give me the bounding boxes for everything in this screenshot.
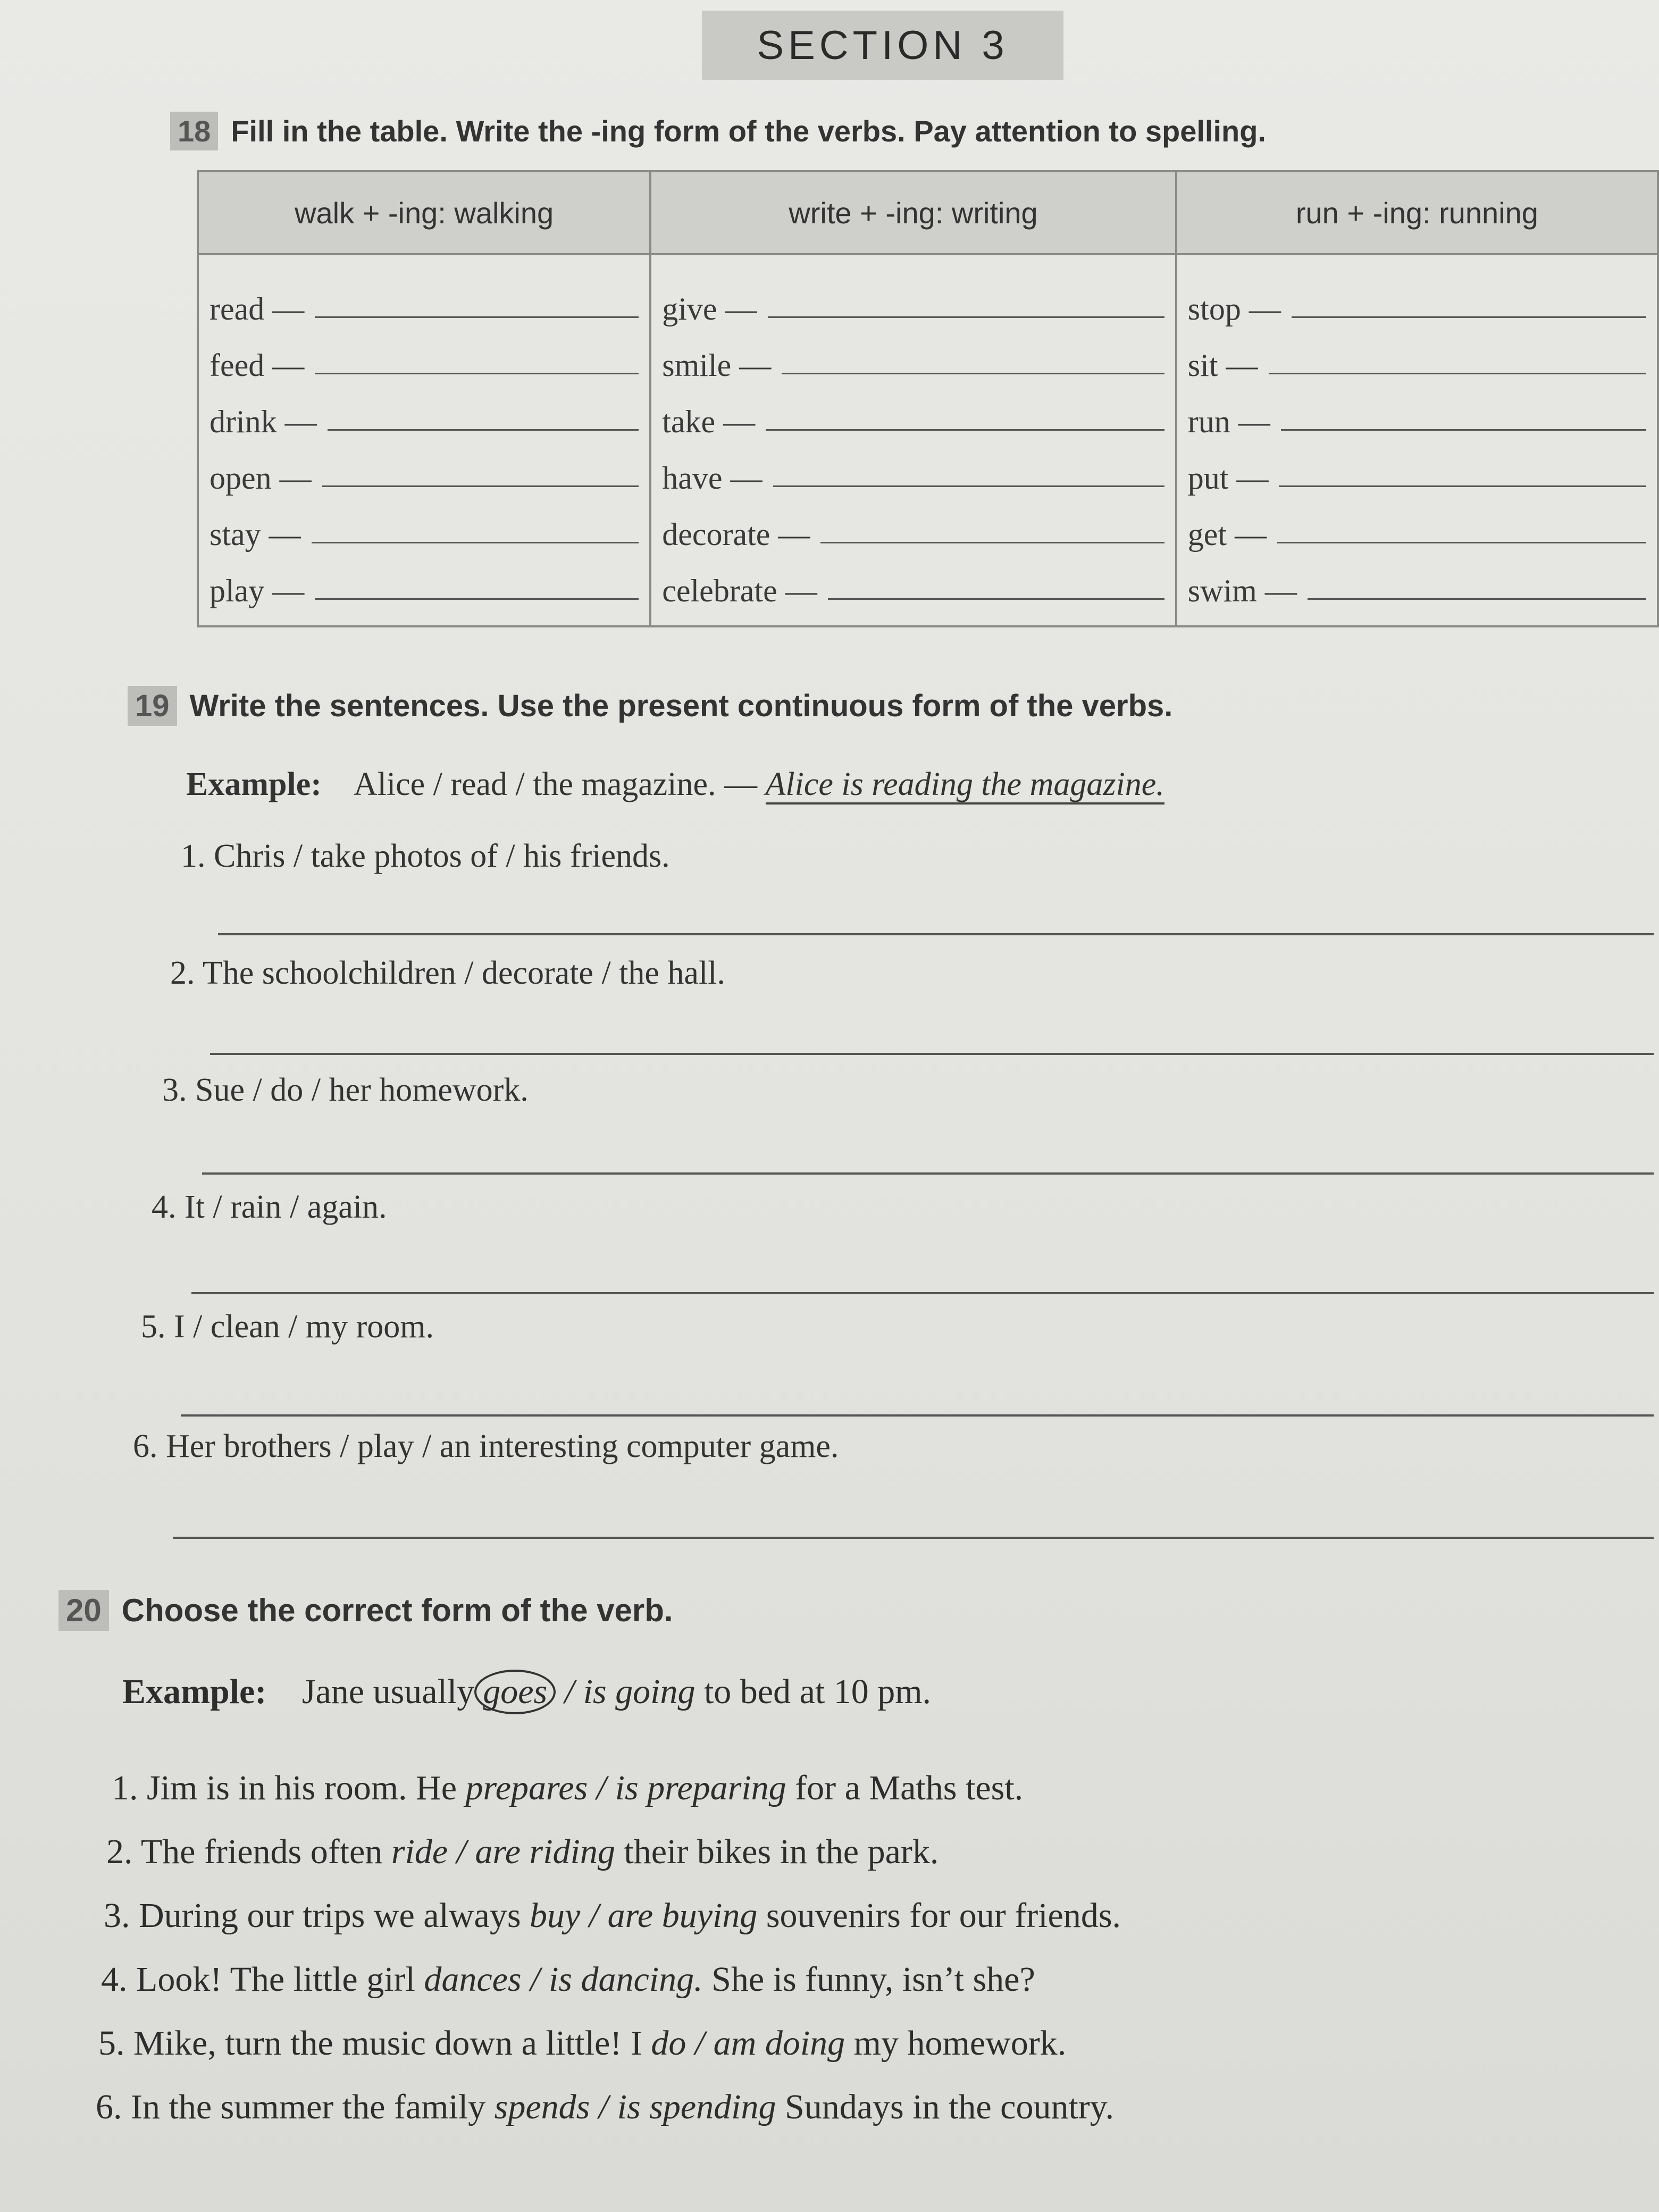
- answer-blank[interactable]: [315, 316, 639, 318]
- exercise-instruction: Write the sentences. Use the present continuous form of the verbs.: [189, 689, 1173, 723]
- answer-blank[interactable]: [1308, 598, 1646, 600]
- table-column: [650, 254, 1176, 626]
- answer-blank[interactable]: [322, 485, 639, 487]
- sentence-prompt: 5. I / clean / my room.: [141, 1309, 434, 1345]
- exercise-instruction: Choose the correct form of the verb.: [121, 1593, 673, 1628]
- verb-label: play —: [210, 573, 305, 608]
- table-header: walk + -ing: walking: [198, 171, 650, 254]
- answer-blank[interactable]: [828, 598, 1164, 600]
- table-item[interactable]: [1188, 553, 1646, 609]
- table-item[interactable]: [210, 328, 639, 384]
- sentence-text: The friends often: [140, 1832, 383, 1871]
- example-option: / is going: [564, 1672, 696, 1711]
- table-item[interactable]: [662, 440, 1164, 497]
- verb-label: have —: [662, 460, 763, 496]
- example-text: to bed at 10 pm.: [703, 1672, 932, 1711]
- verb-label: swim —: [1187, 573, 1297, 608]
- exercise-20-example: [122, 1670, 931, 1714]
- answer-line[interactable]: [218, 933, 1654, 935]
- verb-label: stop —: [1187, 291, 1281, 326]
- exercise-18-heading: [170, 112, 1266, 150]
- table-header: write + -ing: writing: [650, 171, 1176, 254]
- answer-line[interactable]: [181, 1414, 1654, 1417]
- example-prompt: Alice / read / the magazine. —: [353, 766, 758, 802]
- verb-label: read —: [210, 291, 305, 326]
- item-number: 3.: [104, 1896, 130, 1935]
- option-b[interactable]: is dancing.: [548, 1960, 703, 1999]
- choice-sentence: [106, 1832, 939, 1872]
- exercise-number: 20: [58, 1590, 109, 1631]
- exercise-number: 19: [128, 686, 177, 726]
- option-separator: /: [530, 1960, 540, 1999]
- sentence-text: Jim is in his room. He: [147, 1769, 457, 1807]
- option-separator: /: [596, 1769, 607, 1807]
- table-item[interactable]: [210, 440, 639, 497]
- answer-blank[interactable]: [315, 373, 639, 374]
- answer-blank[interactable]: [312, 542, 639, 543]
- option-a[interactable]: spends: [494, 2088, 590, 2126]
- verb-label: put —: [1187, 460, 1269, 496]
- sentence-text: She is funny, isn’t she?: [711, 1960, 1035, 1999]
- sentence-text: my homework.: [853, 2024, 1067, 2063]
- option-b[interactable]: is preparing: [615, 1769, 786, 1807]
- option-a[interactable]: ride: [391, 1832, 448, 1871]
- example-label: Example:: [186, 766, 322, 802]
- table-item[interactable]: [662, 384, 1164, 440]
- sentence-text: During our trips we always: [139, 1896, 521, 1935]
- answer-blank[interactable]: [782, 373, 1164, 374]
- table-item[interactable]: [1188, 328, 1646, 384]
- choice-sentence: [98, 2023, 1066, 2064]
- verb-label: sit —: [1187, 348, 1258, 383]
- sentence-text: for a Maths test.: [795, 1769, 1024, 1807]
- item-number: 1.: [112, 1769, 138, 1807]
- table-column: [1176, 254, 1658, 626]
- choice-sentence: [112, 1768, 1023, 1808]
- table-item[interactable]: [662, 271, 1164, 328]
- option-separator: /: [694, 2024, 705, 2063]
- example-text: Jane usually: [301, 1672, 475, 1711]
- sentence-prompt: 1. Chris / take photos of / his friends.: [181, 838, 670, 874]
- answer-blank[interactable]: [328, 429, 639, 431]
- item-number: 5.: [98, 2024, 125, 2063]
- table-header: run + -ing: running: [1176, 171, 1658, 254]
- option-a[interactable]: dances: [424, 1960, 522, 1999]
- table-item[interactable]: [1188, 384, 1646, 440]
- exercise-19-example: [186, 766, 1164, 803]
- item-number: 6.: [96, 2088, 122, 2126]
- table-item[interactable]: [210, 497, 639, 553]
- ing-form-table: [197, 170, 1659, 627]
- example-answer: Alice is reading the magazine.: [766, 766, 1164, 805]
- verb-label: smile —: [662, 348, 772, 383]
- verb-label: open —: [210, 460, 312, 496]
- circled-answer: goes: [474, 1670, 556, 1714]
- table-item[interactable]: [1188, 271, 1646, 328]
- choice-sentence: [96, 2087, 1114, 2127]
- option-separator: /: [589, 1896, 599, 1935]
- answer-blank[interactable]: [1277, 542, 1646, 543]
- verb-label: stay —: [210, 517, 301, 552]
- table-item[interactable]: [662, 497, 1164, 553]
- sentence-text: Look! The little girl: [136, 1960, 415, 1999]
- option-a[interactable]: do: [651, 2024, 686, 2063]
- item-number: 4.: [101, 1960, 128, 1999]
- answer-line[interactable]: [210, 1053, 1654, 1055]
- answer-line[interactable]: [191, 1292, 1654, 1294]
- table-item[interactable]: [1188, 497, 1646, 553]
- table-item[interactable]: [662, 553, 1164, 609]
- answer-blank[interactable]: [768, 316, 1164, 318]
- sentence-text: souvenirs for our friends.: [766, 1896, 1121, 1935]
- sentence-prompt: 3. Sue / do / her homework.: [162, 1072, 529, 1108]
- exercise-number: 18: [170, 112, 218, 150]
- option-a[interactable]: prepares: [465, 1769, 588, 1807]
- answer-blank[interactable]: [1281, 429, 1646, 431]
- answer-line[interactable]: [202, 1172, 1654, 1175]
- answer-blank[interactable]: [1279, 485, 1646, 487]
- answer-blank[interactable]: [1292, 316, 1646, 318]
- verb-label: drink —: [210, 404, 317, 439]
- option-a[interactable]: buy: [530, 1896, 581, 1935]
- exercise-instruction: Fill in the table. Write the -ing form of the verbs. Pay attention to spelling.: [231, 114, 1266, 148]
- table-item[interactable]: [662, 328, 1164, 384]
- answer-blank[interactable]: [315, 598, 639, 600]
- table-item[interactable]: [1188, 440, 1646, 497]
- sentence-prompt: 2. The schoolchildren / decorate / the hall.: [170, 955, 725, 991]
- sentence-text: In the summer the family: [131, 2088, 486, 2126]
- choice-sentence: [104, 1896, 1121, 1936]
- sentence-text: Mike, turn the music down a little! I: [133, 2024, 642, 2063]
- exercise-19-heading: [128, 686, 1172, 726]
- answer-blank[interactable]: [773, 485, 1164, 487]
- option-b[interactable]: am doing: [713, 2024, 845, 2063]
- option-b[interactable]: is spending: [617, 2088, 776, 2126]
- table-item[interactable]: [210, 384, 639, 440]
- verb-label: give —: [662, 291, 757, 326]
- choice-sentence: [101, 1959, 1035, 2000]
- sentence-prompt: 4. It / rain / again.: [152, 1189, 387, 1225]
- option-b[interactable]: are riding: [475, 1832, 615, 1871]
- option-separator: /: [598, 2088, 609, 2126]
- option-separator: /: [456, 1832, 466, 1871]
- table-item[interactable]: [210, 271, 639, 328]
- exercise-20-heading: [58, 1590, 673, 1631]
- sentence-prompt: 6. Her brothers / play / an interesting computer game.: [133, 1428, 839, 1464]
- table-column: [198, 254, 650, 626]
- verb-label: run —: [1187, 404, 1270, 439]
- option-b[interactable]: are buying: [607, 1896, 758, 1935]
- answer-line[interactable]: [173, 1537, 1654, 1539]
- answer-blank[interactable]: [766, 429, 1164, 431]
- verb-label: get —: [1187, 517, 1267, 552]
- answer-blank[interactable]: [1269, 373, 1647, 374]
- example-label: Example:: [122, 1672, 267, 1711]
- section-title: SECTION 3: [702, 11, 1063, 80]
- table-item[interactable]: [210, 553, 639, 609]
- verb-label: take —: [662, 404, 756, 439]
- verb-label: decorate —: [662, 517, 810, 552]
- item-number: 2.: [106, 1832, 133, 1871]
- sentence-text: their bikes in the park.: [624, 1832, 939, 1871]
- verb-label: celebrate —: [662, 573, 817, 608]
- sentence-text: Sundays in the country.: [785, 2088, 1114, 2126]
- verb-label: feed —: [210, 348, 305, 383]
- answer-blank[interactable]: [820, 542, 1164, 543]
